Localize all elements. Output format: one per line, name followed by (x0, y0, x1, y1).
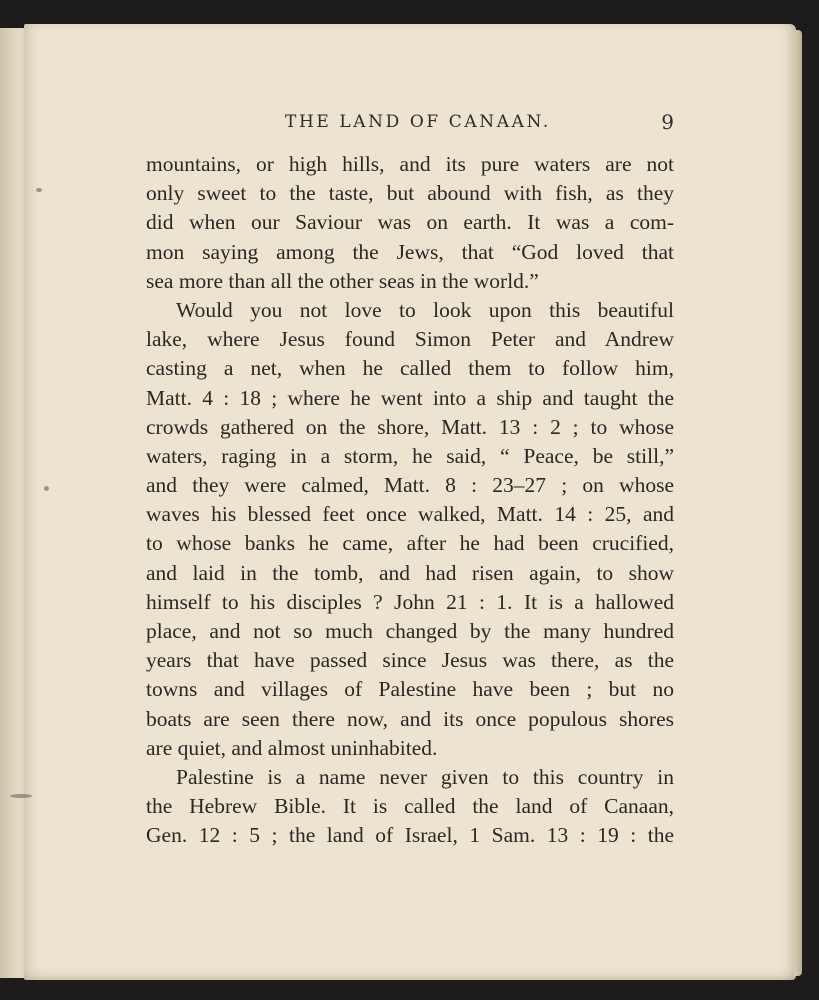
body-text (146, 150, 674, 851)
text-line: mon saying among the Jews, that “God loved that (146, 239, 674, 264)
text-line: crowds gathered on the shore, Matt. 13 : 2 ; to whose (146, 414, 674, 439)
text-line: did when our Saviour was on earth. It was a com- (146, 210, 674, 235)
text-line: lake, where Jesus found Simon Peter and Andrew (146, 327, 674, 352)
text-line: waves his blessed feet once walked, Matt. 14 : 25, and (146, 502, 674, 527)
text-line: mountains, or high hills, and its pure waters are not (146, 152, 674, 176)
text-line: Would you not love to look upon this beautiful (176, 297, 674, 322)
text-line: towns and villages of Palestine have been ; but no (146, 677, 674, 702)
page-number: 9 (661, 110, 674, 134)
text-line: the Hebrew Bible. It is called the land of Canaan, (146, 794, 674, 819)
text-line: boats are seen there now, and its once populous shores (146, 706, 674, 731)
page-fore-edge (794, 30, 802, 976)
text-line: himself to his disciples ? John 21 : 1. It is a hallowed (146, 589, 674, 614)
text-line: years that have passed since Jesus was there, as the (146, 648, 674, 673)
text-line: sea more than all the other seas in the world.” (146, 268, 539, 293)
binding-hole-mark (10, 794, 32, 798)
text-line: to whose banks he came, after he had been crucified, (146, 531, 674, 556)
text-line: place, and not so much changed by the many hundred (146, 619, 674, 643)
text-line: waters, raging in a storm, he said, “ Peace, be still,” (146, 443, 674, 468)
text-line: Matt. 4 : 18 ; where he went into a ship and taught the (146, 385, 674, 410)
running-header (148, 112, 676, 136)
binding-hole-mark (36, 188, 42, 192)
text-line: only sweet to the taste, but abound with fish, as they (146, 181, 674, 206)
text-line: and laid in the tomb, and had risen again, to show (146, 560, 674, 585)
text-line: Gen. 12 : 5 ; the land of Israel, 1 Sam. 13 : 19 : the (146, 823, 674, 848)
text-line: and they were calmed, Matt. 8 : 23–27 ; on whose (146, 473, 674, 498)
running-title: THE LAND OF CANAAN. (285, 112, 551, 132)
text-line: Palestine is a name never given to this country in (176, 764, 674, 789)
text-line: are quiet, and almost uninhabited. (146, 735, 438, 760)
text-line: casting a net, when he called them to follow him, (146, 356, 674, 381)
binding-hole-mark (44, 486, 49, 491)
